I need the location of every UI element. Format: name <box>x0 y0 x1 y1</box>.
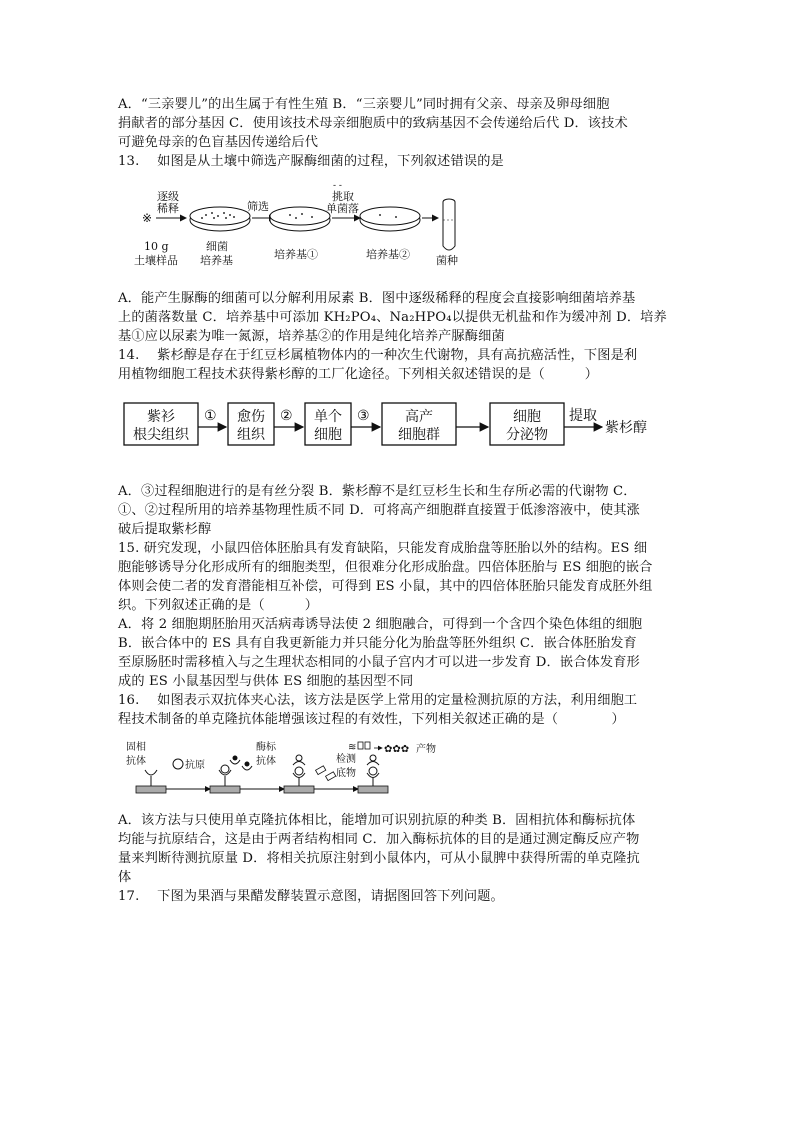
substrate-icon <box>316 766 336 781</box>
fig13-sample-line2: 土壤样品 <box>134 254 178 267</box>
q14-stem-line-2: 用植物细胞工程技术获得紫杉醇的工厂化途径。下列相关叙述错误的是（ ） <box>118 367 599 382</box>
fig13-plate1-line2: 培养基 <box>200 254 233 267</box>
dash-marks: - - <box>333 181 342 191</box>
svg-text:≋: ≋ <box>348 742 357 753</box>
fig16-antigen-label: 抗原 <box>185 760 205 771</box>
box2-line1: 愈伤 <box>237 409 265 425</box>
q14-options-line-2: ①、②过程所用的培养基物理性质不同 D．可将高产细胞群直接置于低渗溶液中，使其涨 <box>118 503 640 518</box>
box3-line2: 细胞 <box>314 427 342 443</box>
q15-stem-line-4: 织。下列叙述正确的是（ ） <box>118 598 319 613</box>
q16-options-line-4: 体 <box>118 870 132 885</box>
petri-dish-icon <box>270 207 330 231</box>
box5-line1: 细胞 <box>513 409 541 425</box>
q14-flowchart <box>120 400 660 452</box>
box1-line2: 根尖组织 <box>133 427 189 443</box>
q13-options-line-1: A．能产生脲酶的细菌可以分解利用尿素 B．图中逐级稀释的程度会直接影响细菌培养基 <box>118 291 636 306</box>
test-tube-icon <box>443 199 455 250</box>
extract-label: 提取 <box>569 408 597 424</box>
q16-options-line-3: 量来判断待测抗原量 D．将相关抗原注射到小鼠体内，可从小鼠脾中获得所需的单克隆抗 <box>118 851 640 866</box>
fig13-step3-line2: 单菌落 <box>326 202 359 215</box>
fig13-tube-label: 菌种 <box>436 254 458 267</box>
fig13-step1-line1: 逐级 <box>157 190 179 203</box>
fig13-step1-line2: 稀释 <box>157 202 179 215</box>
q13-options-line-2: 上的菌落数量 C．培养基中可添加 KH₂PO₄、Na₂HPO₄以提供无机盐和作为缓冲剂 D．培养 <box>118 310 667 325</box>
q12-options-line-2: 捐献者的部分基因 C．使用该技术母亲细胞质中的致病基因不会传递给后代 D．该技术 <box>118 116 628 131</box>
q14-options-line-3: 破后提取紫杉醇 <box>118 522 212 537</box>
fig16-solid-ab-line2: 抗体 <box>126 756 146 767</box>
svg-text:✿✿✿: ✿✿✿ <box>384 744 410 755</box>
solid-phase-antibody-icon <box>136 770 166 793</box>
antigen-icon <box>173 759 183 769</box>
enzyme-labeled-antibody-icon <box>230 756 252 771</box>
antibody-antigen-complex-icon <box>210 765 240 793</box>
q12-options-line-1: A．“三亲婴儿”的出生属于有性生殖 B．“三亲婴儿”同时拥有父亲、母亲及卵母细胞 <box>118 97 610 112</box>
step-1-marker: ① <box>204 408 217 424</box>
q15-stem-line-1: 15. 研究发现，小鼠四倍体胚胎具有发育缺陷，只能发育成胎盘等胚胎以外的结构。ES 细 <box>118 541 648 556</box>
q16-sandwich-elisa-figure <box>122 738 462 803</box>
box4-line2: 细胞群 <box>398 427 440 443</box>
q13-options-line-3: 基①应以尿素为唯一氮源，培养基②的作用是纯化培养产脲酶细菌 <box>118 329 505 344</box>
q16-stem-line-2: 程技术制备的单克隆抗体能增强该过程的有效性，下列相关叙述正确的是（ ） <box>118 712 625 727</box>
q16-stem-line-1: 16. 如图表示双抗体夹心法，该方法是医学上常用的定量检测抗原的方法，利用细胞工 <box>118 693 638 708</box>
petri-dish-icon <box>190 207 250 231</box>
q15-options-line-1: A．将 2 细胞期胚胎用灭活病毒诱导法使 2 细胞融合，可得到一个含四个染色体组的细胞 <box>118 617 643 632</box>
taxol-label: 紫杉醇 <box>605 420 647 436</box>
q17-stem: 17. 下图为果酒与果醋发酵装置示意图，请据图回答下列问题。 <box>118 889 504 904</box>
fig13-sample-line1: 10 g <box>144 240 169 253</box>
fig13-plate1-line1: 细菌 <box>206 240 228 253</box>
box1-line1: 紫衫 <box>147 409 175 425</box>
box5-line2: 分泌物 <box>506 427 548 443</box>
q12-options-line-3: 可避免母亲的色盲基因传递给后代 <box>118 135 319 150</box>
box4-line1: 高产 <box>405 409 433 425</box>
q16-options-line-1: A．该方法与只使用单克隆抗体相比，能增加可识别抗原的种类 B．固相抗体和酶标抗体 <box>118 813 636 828</box>
soil-sample-icon: ※ <box>142 211 153 225</box>
q14-options-line-1: A．③过程细胞进行的是有丝分裂 B．紫杉醇不是红豆杉生长和生存所必需的代谢物 C． <box>118 484 637 499</box>
q13-stem: 13. 如图是从土壤中筛选产脲酶细菌的过程，下列叙述错误的是 <box>118 154 504 169</box>
fig16-solid-ab-line1: 固相 <box>126 742 146 753</box>
step-3-marker: ③ <box>357 408 370 424</box>
final-complex-icon <box>358 755 388 793</box>
petri-dish-icon <box>360 207 420 231</box>
step-2-marker: ② <box>280 408 293 424</box>
q14-stem-line-1: 14. 紫杉醇是存在于红豆杉属植物体内的一种次生代谢物，具有高抗癌活性，下图是利 <box>118 348 638 363</box>
fig16-product-label: 产物 <box>416 744 436 755</box>
fig16-enzyme-ab-line2: 抗体 <box>256 756 276 767</box>
q16-options-line-2: 均能与抗原结合，这是由于两者结构相同 C．加入酶标抗体的目的是通过测定酶反应产物 <box>118 832 640 847</box>
q15-stem-line-2: 胞能够诱导分化形成所有的细胞类型，但很难分化形成胎盘。四倍体胚胎与 ES 细胞的嵌合 <box>118 560 653 575</box>
sandwich-complex-icon <box>284 755 314 793</box>
q15-options-line-3: 至原肠胚时需移植入与之生理状态相同的小鼠子宫内才可以进一步发育 D．嵌合体发育形 <box>118 655 640 670</box>
fig13-plate2-label: 培养基① <box>274 248 318 261</box>
q15-options-line-4: 成的 ES 小鼠基因型与供体 ES 细胞的基因型不同 <box>118 674 414 689</box>
box3-line1: 单个 <box>314 409 342 425</box>
fig16-substrate-line2: 底物 <box>336 768 356 779</box>
fig13-step3-line1: 挑取 <box>332 190 354 203</box>
fig16-substrate-line1: 检测 <box>336 754 356 765</box>
fig13-step2: 筛选 <box>247 200 269 213</box>
box2-line2: 组织 <box>237 427 265 443</box>
fig13-plate3-label: 培养基② <box>366 248 410 261</box>
q13-figure <box>134 180 470 275</box>
q15-options-line-2: B．嵌合体中的 ES 具有自我更新能力并只能分化为胎盘等胚外组织 C．嵌合体胚胎发育 <box>118 636 637 651</box>
fig16-enzyme-ab-line1: 酶标 <box>256 742 276 753</box>
q15-stem-line-3: 体则会使二者的发育潜能相互补偿，可得到 ES 小鼠，其中的四倍体胚胎只能发育成胚外组 <box>118 579 653 594</box>
reaction-product-icon <box>348 742 409 755</box>
